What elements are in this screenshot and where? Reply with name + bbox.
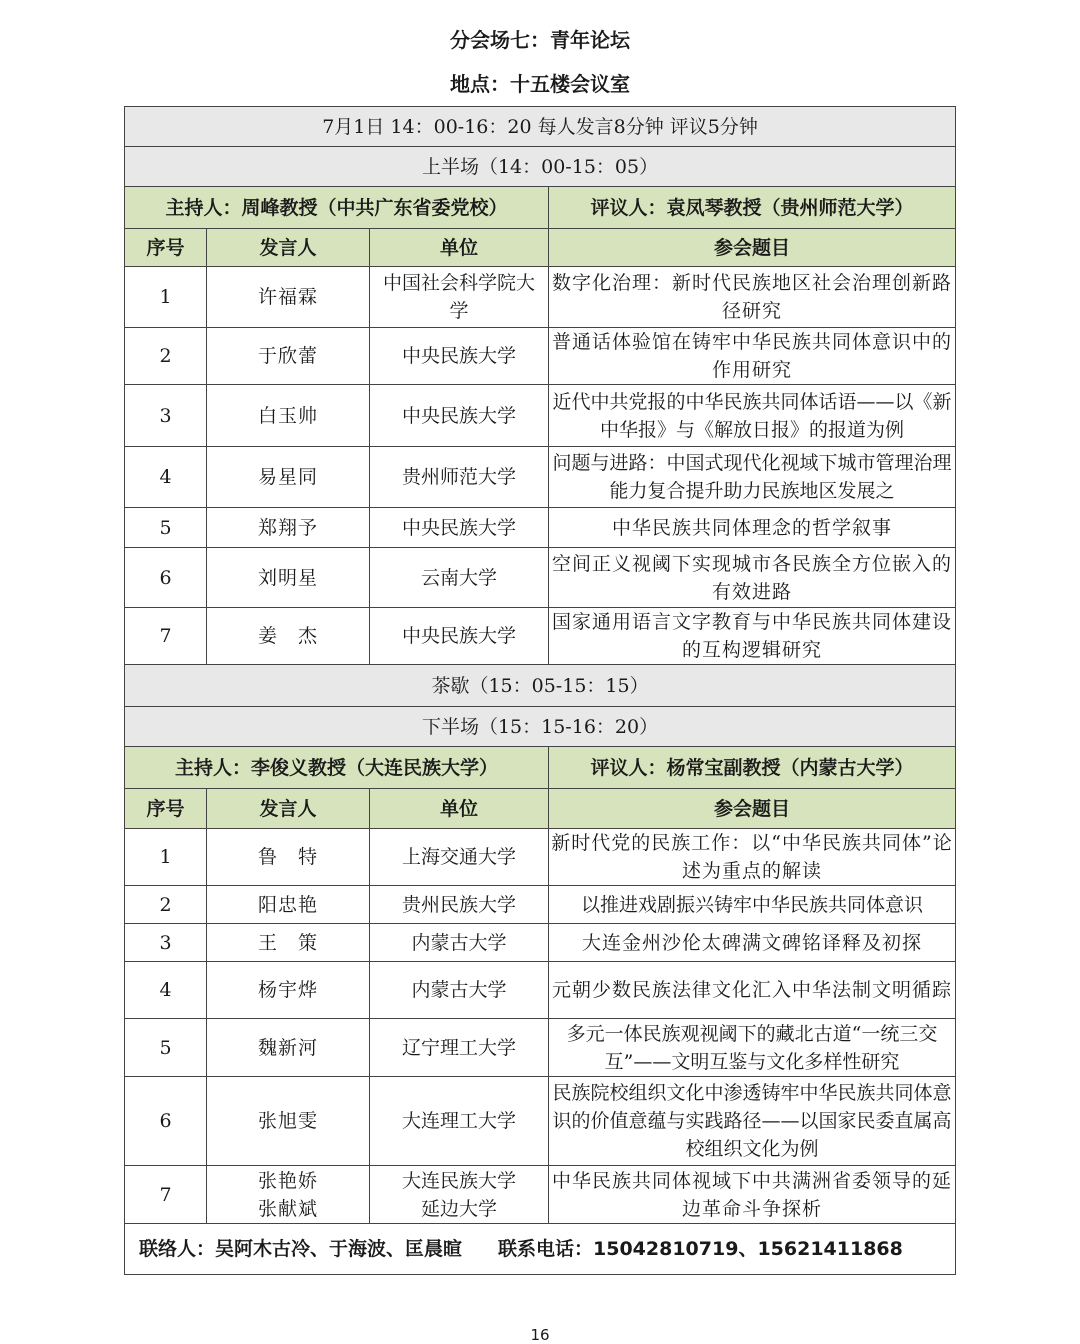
row-topic: 民族院校组织文化中渗透铸牢中华民族共同体意识的价值意蕴与实践路径——以国家民委直属高校组织文化为例 [549, 1077, 956, 1166]
contact-persons: 联络人：吴阿木古冷、于海波、匡晨暄 [139, 1238, 463, 1260]
row-topic: 近代中共党报的中华民族共同体话语——以《新中华报》与《解放日报》的报道为例 [549, 385, 956, 447]
row-speaker: 许福霖 [207, 267, 370, 328]
row-speaker: 阳忠艳 [207, 886, 370, 924]
table-row [125, 447, 956, 508]
schedule-table [124, 106, 956, 1275]
row-unit: 大连理工大学 [370, 1077, 549, 1166]
contact-cell [125, 1224, 956, 1275]
table-row [125, 829, 956, 886]
second-half-reviewer: 评议人：杨常宝副教授（内蒙古大学） [549, 747, 956, 789]
table-row [125, 886, 956, 924]
row-no: 4 [125, 962, 207, 1019]
row-no: 7 [125, 1166, 207, 1224]
first-half-host: 主持人：周峰教授（中共广东省委党校） [125, 187, 549, 229]
table-row [125, 1077, 956, 1166]
row-speakers [207, 1166, 370, 1224]
row-no: 6 [125, 548, 207, 608]
row-no: 6 [125, 1077, 207, 1166]
row-unit: 大连民族大学 [401, 1169, 516, 1192]
row-no: 1 [125, 829, 207, 886]
row-speaker: 刘明星 [207, 548, 370, 608]
second-half-header-row [125, 789, 956, 829]
row-speaker-2: 张献斌 [257, 1197, 318, 1220]
table-row [125, 267, 956, 328]
row-topic: 数字化治理：新时代民族地区社会治理创新路径研究 [549, 267, 956, 328]
table-row [125, 1019, 956, 1077]
first-half-host-row [125, 187, 956, 229]
row-speaker: 姜 杰 [207, 608, 370, 665]
table-row [125, 608, 956, 665]
row-unit-2: 延边大学 [420, 1197, 497, 1220]
page-title: 分会场七：青年论坛 [450, 28, 630, 52]
first-half-row [125, 147, 956, 187]
second-half-row [125, 707, 956, 747]
header-no: 序号 [125, 229, 207, 267]
row-topic: 问题与进路：中国式现代化视域下城市管理治理能力复合提升助力民族地区发展之 [549, 447, 956, 508]
table-row [125, 508, 956, 548]
row-speaker: 易星同 [207, 447, 370, 508]
row-unit: 中央民族大学 [370, 328, 549, 385]
row-topic: 国家通用语言文字教育与中华民族共同体建设的互构逻辑研究 [549, 608, 956, 665]
row-speaker: 王 策 [207, 924, 370, 962]
table-row [125, 924, 956, 962]
row-no: 2 [125, 886, 207, 924]
row-topic: 普通话体验馆在铸牢中华民族共同体意识中的作用研究 [549, 328, 956, 385]
header-speaker: 发言人 [207, 229, 370, 267]
row-no: 5 [125, 1019, 207, 1077]
location-line: 地点：十五楼会议室 [450, 72, 630, 96]
row-topic: 以推进戏剧振兴铸牢中华民族共同体意识 [549, 886, 956, 924]
row-unit: 上海交通大学 [370, 829, 549, 886]
row-no: 3 [125, 924, 207, 962]
row-speaker: 鲁 特 [207, 829, 370, 886]
row-no: 3 [125, 385, 207, 447]
row-speaker: 张艳娇 [257, 1169, 318, 1192]
tea-break-row [125, 665, 956, 707]
row-unit: 贵州师范大学 [370, 447, 549, 508]
header-speaker: 发言人 [207, 789, 370, 829]
table-row [125, 1166, 956, 1224]
row-topic: 新时代党的民族工作：以“中华民族共同体”论述为重点的解读 [549, 829, 956, 886]
table-row [125, 385, 956, 447]
row-unit: 辽宁理工大学 [370, 1019, 549, 1077]
row-no: 1 [125, 267, 207, 328]
header-topic: 参会题目 [549, 229, 956, 267]
first-half-label: 上半场（14：00-15：05） [125, 147, 956, 187]
second-half-label: 下半场（15：15-16：20） [125, 707, 956, 747]
row-no: 4 [125, 447, 207, 508]
row-speaker: 杨宇烨 [207, 962, 370, 1019]
second-half-host: 主持人：李俊义教授（大连民族大学） [125, 747, 549, 789]
header-unit: 单位 [370, 229, 549, 267]
first-half-reviewer: 评议人：袁凤琴教授（贵州师范大学） [549, 187, 956, 229]
session-info-row [125, 107, 956, 147]
row-topic: 元朝少数民族法律文化汇入中华法制文明循踪 [549, 962, 956, 1019]
row-no: 2 [125, 328, 207, 385]
row-unit: 贵州民族大学 [370, 886, 549, 924]
session-info: 7月1日 14：00-16：20 每人发言8分钟 评议5分钟 [125, 107, 956, 147]
row-no: 7 [125, 608, 207, 665]
row-topic: 中华民族共同体视域下中共满洲省委领导的延边革命斗争探析 [549, 1166, 956, 1224]
row-unit: 中国社会科学院大学 [370, 267, 549, 328]
table-row [125, 962, 956, 1019]
row-speaker: 魏新河 [207, 1019, 370, 1077]
contact-phone: 联系电话：15042810719、15621411868 [498, 1238, 903, 1260]
row-topic: 空间正义视阈下实现城市各民族全方位嵌入的有效进路 [549, 548, 956, 608]
row-unit: 中央民族大学 [370, 508, 549, 548]
row-topic: 多元一体民族观视阈下的藏北古道“一统三交互”——文明互鉴与文化多样性研究 [549, 1019, 956, 1077]
row-unit: 内蒙古大学 [370, 924, 549, 962]
row-no: 5 [125, 508, 207, 548]
row-speaker: 于欣蕾 [207, 328, 370, 385]
row-topic: 大连金州沙伦太碑满文碑铭译释及初探 [549, 924, 956, 962]
table-row [125, 548, 956, 608]
row-topic: 中华民族共同体理念的哲学叙事 [549, 508, 956, 548]
row-speaker: 张旭雯 [207, 1077, 370, 1166]
first-half-header-row [125, 229, 956, 267]
header-topic: 参会题目 [549, 789, 956, 829]
row-speaker: 郑翔予 [207, 508, 370, 548]
row-units [370, 1166, 549, 1224]
row-unit: 中央民族大学 [370, 608, 549, 665]
row-unit: 内蒙古大学 [370, 962, 549, 1019]
contact-row [125, 1224, 956, 1275]
page-number: 16 [530, 1326, 550, 1344]
tea-break: 茶歇（15：05-15：15） [125, 665, 956, 707]
row-speaker: 白玉帅 [207, 385, 370, 447]
row-unit: 中央民族大学 [370, 385, 549, 447]
header-no: 序号 [125, 789, 207, 829]
table-row [125, 328, 956, 385]
second-half-host-row [125, 747, 956, 789]
header-unit: 单位 [370, 789, 549, 829]
row-unit: 云南大学 [370, 548, 549, 608]
